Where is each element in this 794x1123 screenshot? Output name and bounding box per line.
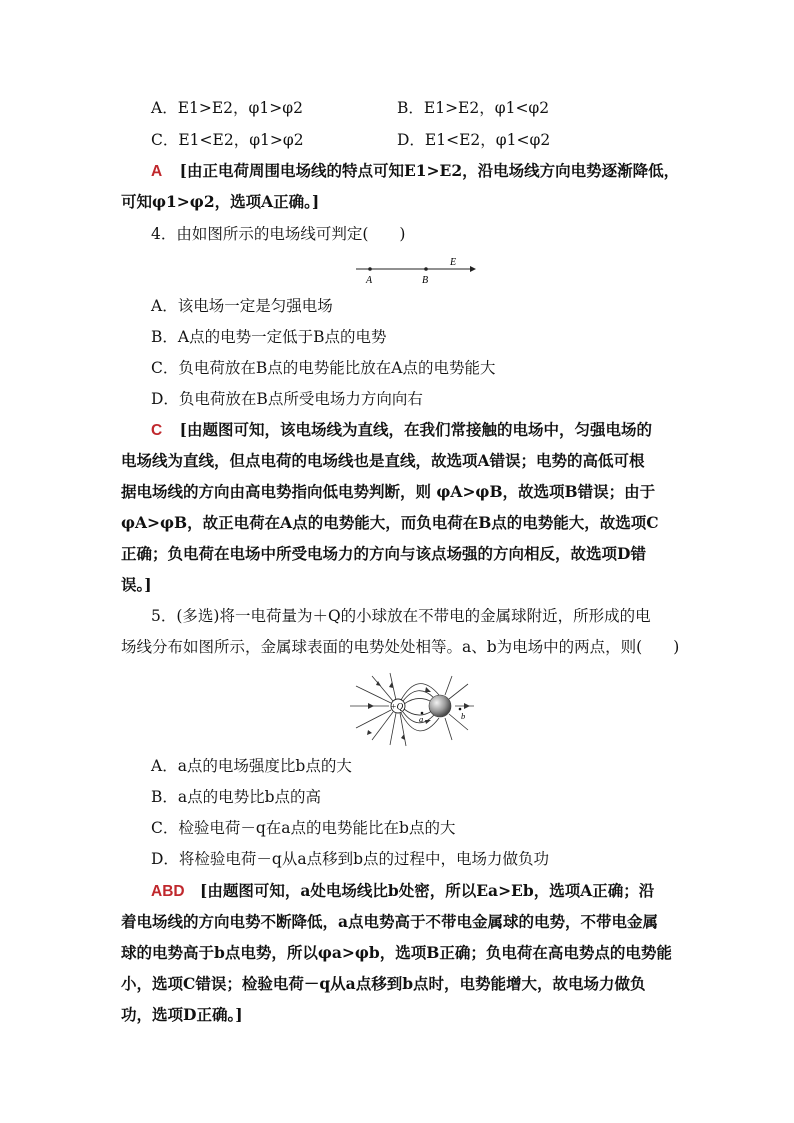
q4-explanation-line-3: 据电场线的方向由高电势指向低电势判断，则 φA>φB，故选项B错误；由于: [121, 482, 656, 501]
q5-stem-line-2: 场线分布如图所示，金属球表面的电势处处相等。a、b为电场中的两点，则( ): [121, 638, 680, 656]
field-lines: [350, 673, 474, 746]
arrow-heads: [367, 681, 470, 740]
q4-explanation-line-5: 正确；负电荷在电场中所受电场力的方向与该点场强的方向相反，故选项D错: [121, 544, 646, 563]
q3-answer: A: [151, 163, 163, 180]
q4-stem: 4．由如图所示的电场线可判定( ): [151, 225, 406, 243]
point-b-dot: [459, 708, 462, 711]
q5-stem-line-1: 5．(多选)将一电荷量为＋Q的小球放在不带电的金属球附近，所形成的电: [151, 607, 651, 625]
q4-option-d: D．负电荷放在B点所受电场力方向向右: [151, 390, 423, 408]
label-b: B: [422, 275, 429, 286]
q3-option-b: B．E1>E2，φ1<φ2: [397, 99, 550, 117]
metal-ball-icon: [429, 695, 451, 717]
q4-explanation-text-1: [由题图可知，该电场线为直线，在我们常接触的电场中，匀强电场的: [179, 420, 652, 439]
q3-explanation-line-2: 可知φ1>φ2，选项A正确。]: [121, 192, 320, 211]
label-a: A: [366, 275, 373, 286]
q5-option-c: C．检验电荷－q在a点的电势能比在b点的大: [151, 819, 456, 837]
point-b-dot: [424, 267, 428, 271]
label-a: a: [419, 714, 424, 724]
q5-explanation-line-5: 功，选项D正确。]: [121, 1005, 243, 1024]
q5-answer: ABD: [151, 883, 185, 900]
q5-option-b: B．a点的电势比b点的高: [151, 788, 322, 806]
q3-explanation-line-1: [151, 161, 679, 182]
q4-field-line-figure: [350, 255, 480, 287]
q5-explanation-line-4: 小，选项C错误；检验电荷－q从a点移到b点时，电势能增大，故电场力做负: [121, 974, 646, 993]
q5-option-a: A．a点的电场强度比b点的大: [151, 757, 352, 775]
q4-explanation-line-2: 电场线为直线，但点电荷的电场线也是直线，故选项A错误；电势的高低可根: [121, 451, 645, 470]
label-charge: +Q: [390, 701, 404, 712]
q5-field-figure: [348, 670, 476, 748]
q4-option-a: A．该电场一定是匀强电场: [151, 297, 333, 315]
label-b: b: [461, 711, 466, 721]
label-e: E: [450, 257, 457, 268]
q3-option-a: A．E1>E2，φ1>φ2: [151, 99, 303, 117]
q4-explanation-line-6: 误。]: [121, 575, 152, 594]
q4-explanation-line-4: φA>φB，故正电荷在A点的电势能大，而负电荷在B点的电势能大，故选项C: [121, 513, 659, 532]
q5-explanation-line-1: [151, 881, 654, 902]
q4-option-c: C．负电荷放在B点的电势能比放在A点的电势能大: [151, 359, 496, 377]
q5-explanation-line-3: 球的电势高于b点电势，所以φa>φb，选项B正确；负电荷在高电势点的电势能: [121, 943, 672, 962]
q3-option-c: C．E1<E2，φ1>φ2: [151, 131, 304, 149]
point-a-dot: [368, 267, 372, 271]
arrow-head-icon: [470, 266, 476, 272]
q3-explanation-text-1: [由正电荷周围电场线的特点可知E1>E2，沿电场线方向电势逐渐降低，: [179, 161, 680, 180]
q4-option-b: B．A点的电势一定低于B点的电势: [151, 328, 387, 346]
q3-option-d: D．E1<E2，φ1<φ2: [397, 131, 551, 149]
q5-explanation-text-1: [由题图可知，a处电场线比b处密，所以Ea>Eb，选项A正确；沿: [200, 881, 655, 900]
q5-option-d: D．将检验电荷－q从a点移到b点的过程中，电场力做负功: [151, 850, 550, 868]
q5-explanation-line-2: 着电场线的方向电势不断降低，a点电势高于不带电金属球的电势，不带电金属: [121, 912, 659, 931]
q4-explanation-line-1: [151, 420, 652, 441]
q4-answer: C: [151, 422, 163, 439]
